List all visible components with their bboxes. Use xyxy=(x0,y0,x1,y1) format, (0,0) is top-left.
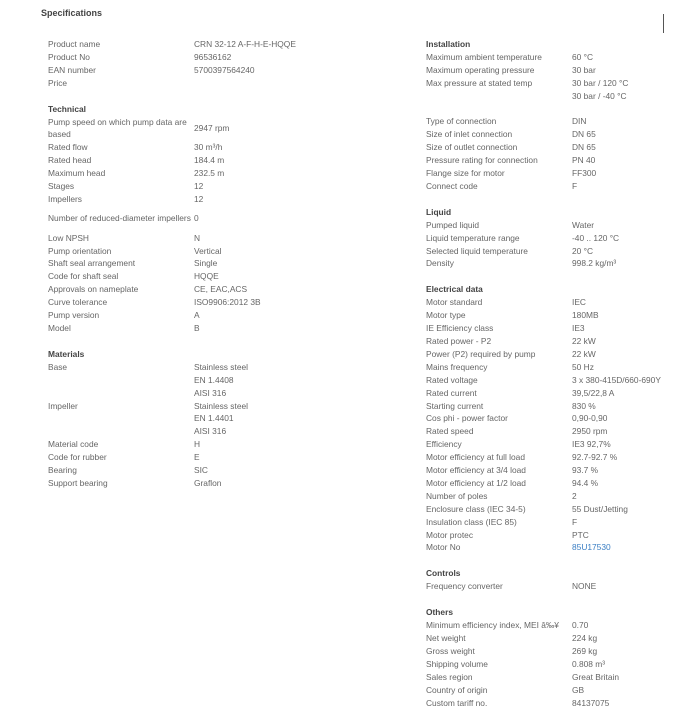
spec-section-technical xyxy=(48,103,348,335)
spec-label: Material code xyxy=(48,439,99,450)
spec-label: Pump orientation xyxy=(48,245,112,256)
spec-row-power-p2-required-by-pump xyxy=(426,348,696,361)
spec-value: SIC xyxy=(194,465,208,476)
spec-value-link[interactable]: 85U17530 xyxy=(572,542,611,553)
spec-label: Bearing xyxy=(48,465,77,476)
spec-label: Net weight xyxy=(426,632,466,643)
spec-label: Rated power - P2 xyxy=(426,335,492,346)
spec-row-code-for-shaft-seal xyxy=(48,270,348,283)
spec-label xyxy=(48,412,194,425)
spec-label: Number of reduced-diameter impellers xyxy=(48,213,191,224)
spec-value: 94.4 % xyxy=(572,477,599,488)
spec-value: 12 xyxy=(194,193,204,204)
spec-label: Power (P2) required by pump xyxy=(426,348,536,359)
spec-label: Curve tolerance xyxy=(48,297,108,308)
spec-label: Minimum efficiency index, MEI â‰¥ xyxy=(426,620,559,631)
spec-label: Sales region xyxy=(426,671,473,682)
spec-value: 92.7-92.7 % xyxy=(572,452,618,463)
spec-row-base xyxy=(48,361,348,374)
spec-value: DN 65 xyxy=(572,129,596,140)
spec-row-mains-frequency xyxy=(426,361,696,374)
spec-label: Enclosure class (IEC 34-5) xyxy=(426,503,526,514)
spec-value: 96536162 xyxy=(194,51,232,62)
section-title: Controls xyxy=(426,568,461,579)
spec-label: Frequency converter xyxy=(426,581,503,592)
spec-label: Efficiency xyxy=(426,439,462,450)
spec-label: Pump speed on which pump data are based xyxy=(48,116,187,140)
spec-section-controls xyxy=(426,567,696,593)
section-title: Others xyxy=(426,607,453,618)
spec-row-support-bearing xyxy=(48,477,348,490)
spec-value: 830 % xyxy=(572,400,596,411)
spec-section-installation xyxy=(426,38,696,193)
spec-row-type-of-connection xyxy=(426,115,696,128)
spec-row-connect-code xyxy=(426,180,696,193)
spec-row-maximum-head xyxy=(48,167,348,180)
spec-row-shipping-volume xyxy=(426,658,696,671)
spec-label: Max pressure at stated temp xyxy=(426,77,533,88)
row-spacer xyxy=(426,103,696,116)
spec-value: 50 Hz xyxy=(572,361,594,372)
left-spec-column xyxy=(48,38,348,503)
spec-label: Mains frequency xyxy=(426,361,488,372)
spec-label: Approvals on nameplate xyxy=(48,284,139,295)
spec-label: Type of connection xyxy=(426,116,497,127)
spec-row-frequency-converter xyxy=(426,580,696,593)
spec-value: 30 bar xyxy=(572,64,596,75)
spec-value: 2 xyxy=(572,490,577,501)
spec-row-impeller xyxy=(48,412,348,425)
spec-value: 30 m³/h xyxy=(194,142,223,153)
spec-label: Insulation class (IEC 85) xyxy=(426,516,517,527)
spec-value: FF300 xyxy=(572,168,597,179)
spec-value: CRN 32-12 A-F-H-E-HQQE xyxy=(194,39,296,49)
spec-row-ean-number xyxy=(48,64,348,77)
spec-row-base xyxy=(48,374,348,387)
spec-value: 224 kg xyxy=(572,632,598,643)
spec-value: F xyxy=(572,516,578,527)
spec-value: IEC xyxy=(572,297,586,308)
spec-value: H xyxy=(194,439,201,450)
page-title: Specifications xyxy=(41,8,103,18)
spec-value: 93.7 % xyxy=(572,465,599,476)
spec-value: 39,5/22,8 A xyxy=(572,387,615,398)
spec-value: DN 65 xyxy=(572,142,596,153)
spec-label: Custom tariff no. xyxy=(426,697,488,708)
spec-row-material-code xyxy=(48,438,348,451)
spec-value: 55 Dust/Jetting xyxy=(572,503,628,514)
spec-row-pump-version xyxy=(48,309,348,322)
spec-label: Connect code xyxy=(426,180,478,191)
spec-label: Maximum operating pressure xyxy=(426,64,535,75)
spec-row-starting-current xyxy=(426,400,696,413)
spec-row-density xyxy=(426,257,696,270)
spec-row-max-pressure-at-stated-temp xyxy=(426,90,696,103)
spec-label: Motor standard xyxy=(426,297,483,308)
spec-value: PN 40 xyxy=(572,155,596,166)
spec-value: 12 xyxy=(194,181,204,192)
section-title: Technical xyxy=(48,103,87,114)
spec-label: Selected liquid temperature xyxy=(426,245,528,256)
spec-row-country-of-origin xyxy=(426,684,696,697)
spec-row-base xyxy=(48,387,348,400)
spec-label xyxy=(48,425,194,438)
spec-value: 30 bar / 120 °C xyxy=(572,77,629,88)
spec-row-sales-region xyxy=(426,671,696,684)
spec-label: Density xyxy=(426,258,454,269)
spec-row-curve-tolerance xyxy=(48,296,348,309)
spec-value: Great Britain xyxy=(572,671,620,682)
spec-value: 0.808 m³ xyxy=(572,658,606,669)
section-title: Liquid xyxy=(426,206,452,217)
spec-label: Size of inlet connection xyxy=(426,129,513,140)
spec-label: Model xyxy=(48,322,71,333)
spec-row-product-no xyxy=(48,51,348,64)
spec-row-max-pressure-at-stated-temp xyxy=(426,77,696,90)
spec-value: PTC xyxy=(572,529,589,540)
spec-row-code-for-rubber xyxy=(48,451,348,464)
spec-value: 60 °C xyxy=(572,51,594,62)
spec-label: Base xyxy=(48,361,68,372)
spec-value: 3 x 380-415D/660-690Y xyxy=(572,374,661,385)
spec-value: 2947 rpm xyxy=(194,122,230,133)
spec-value: 22 kW xyxy=(572,335,596,346)
spec-value: F xyxy=(572,180,578,191)
spec-label: Price xyxy=(48,77,68,88)
spec-value: Single xyxy=(194,258,218,269)
spec-row-impeller xyxy=(48,400,348,413)
spec-label: IE Efficiency class xyxy=(426,323,494,334)
spec-row-rated-voltage xyxy=(426,374,696,387)
spec-label: Pressure rating for connection xyxy=(426,155,538,166)
spec-value: 5700397564240 xyxy=(194,64,255,75)
spec-label: Starting current xyxy=(426,400,484,411)
spec-row-approvals-on-nameplate xyxy=(48,283,348,296)
spec-label: Maximum ambient temperature xyxy=(426,51,542,62)
spec-value: Stainless steel xyxy=(194,400,248,411)
spec-row-minimum-efficiency-index-mei xyxy=(426,619,696,632)
spec-label: Maximum head xyxy=(48,168,106,179)
spec-section-others xyxy=(426,606,696,709)
spec-row-pump-speed-on-which-pump-data-are-based xyxy=(48,116,348,142)
spec-row-motor-type xyxy=(426,309,696,322)
spec-value: A xyxy=(194,310,200,321)
spec-label: Impellers xyxy=(48,193,82,204)
spec-value: AISI 316 xyxy=(194,426,227,437)
spec-value: Vertical xyxy=(194,245,222,256)
spec-row-cos-phi-power-factor xyxy=(426,412,696,425)
spec-row-low-npsh xyxy=(48,232,348,245)
spec-value: Water xyxy=(572,219,595,230)
spec-value: HQQE xyxy=(194,271,219,282)
spec-label: Number of poles xyxy=(426,490,488,501)
spec-row-flange-size-for-motor xyxy=(426,167,696,180)
spec-label: Rated head xyxy=(48,155,92,166)
spec-row-ie-efficiency-class xyxy=(426,322,696,335)
spec-row-stages xyxy=(48,180,348,193)
spec-row-insulation-class-iec-85 xyxy=(426,516,696,529)
spec-value: 269 kg xyxy=(572,645,598,656)
spec-row-enclosure-class-iec-34-5 xyxy=(426,503,696,516)
spec-row-efficiency xyxy=(426,438,696,451)
spec-label: Motor No xyxy=(426,542,461,553)
spec-label: Code for shaft seal xyxy=(48,271,119,282)
spec-row-product-name xyxy=(48,38,348,51)
spec-row-liquid-temperature-range xyxy=(426,232,696,245)
spec-label: Liquid temperature range xyxy=(426,232,520,243)
spec-value: EN 1.4401 xyxy=(194,413,234,424)
spec-label: Pump version xyxy=(48,310,100,321)
spec-value: -40 .. 120 °C xyxy=(572,232,620,243)
spec-value: DIN xyxy=(572,116,587,127)
spec-value: 0,90-0,90 xyxy=(572,413,608,424)
spec-value: 180MB xyxy=(572,310,599,321)
spec-value: IE3 92,7% xyxy=(572,439,611,450)
spec-label: Product name xyxy=(48,39,101,49)
spec-label xyxy=(48,374,194,387)
spec-row-size-of-outlet-connection xyxy=(426,141,696,154)
spec-label: Size of outlet connection xyxy=(426,142,518,153)
scrollbar-indicator[interactable] xyxy=(663,14,664,33)
spec-row-motor-standard xyxy=(426,296,696,309)
spec-row-rated-head xyxy=(48,154,348,167)
spec-label: Motor efficiency at 1/2 load xyxy=(426,477,526,488)
spec-value: 20 °C xyxy=(572,245,594,256)
spec-label: Motor efficiency at full load xyxy=(426,452,525,463)
spec-label: Rated speed xyxy=(426,426,474,437)
spec-label xyxy=(48,387,194,400)
spec-label: Flange size for motor xyxy=(426,168,505,179)
spec-row-model xyxy=(48,322,348,335)
spec-row-number-of-reduced-diameter-impellers xyxy=(48,206,348,232)
section-title: Electrical data xyxy=(426,284,483,295)
spec-row-motor-no xyxy=(426,541,696,554)
spec-label xyxy=(426,90,572,103)
spec-row-pump-orientation xyxy=(48,245,348,258)
spec-row-motor-efficiency-at-1-2-load xyxy=(426,477,696,490)
spec-label: Country of origin xyxy=(426,684,488,695)
spec-label: Code for rubber xyxy=(48,452,107,463)
spec-value: 232.5 m xyxy=(194,168,225,179)
spec-row-price xyxy=(48,77,348,90)
spec-row-shaft-seal-arrangement xyxy=(48,257,348,270)
spec-value: GB xyxy=(572,684,585,695)
spec-label: EAN number xyxy=(48,64,96,75)
spec-label: Impeller xyxy=(48,400,78,411)
spec-label: Stages xyxy=(48,181,75,192)
spec-row-motor-efficiency-at-3-4-load xyxy=(426,464,696,477)
spec-row-pumped-liquid xyxy=(426,219,696,232)
spec-value: 184.4 m xyxy=(194,155,225,166)
spec-label: Shipping volume xyxy=(426,658,488,669)
right-spec-column xyxy=(426,38,696,722)
spec-label: Motor type xyxy=(426,310,466,321)
spec-label: Motor efficiency at 3/4 load xyxy=(426,465,526,476)
spec-value: N xyxy=(194,232,201,243)
spec-row-bearing xyxy=(48,464,348,477)
spec-row-motor-efficiency-at-full-load xyxy=(426,451,696,464)
spec-section-general xyxy=(48,38,348,90)
spec-value: 0.70 xyxy=(572,620,589,631)
spec-label: Low NPSH xyxy=(48,232,89,243)
spec-row-net-weight xyxy=(426,632,696,645)
spec-value: 998.2 kg/m³ xyxy=(572,258,617,269)
spec-value: AISI 316 xyxy=(194,387,227,398)
spec-row-rated-speed xyxy=(426,425,696,438)
spec-label: Rated current xyxy=(426,387,477,398)
spec-value: 22 kW xyxy=(572,348,596,359)
spec-value xyxy=(194,77,348,90)
spec-row-gross-weight xyxy=(426,645,696,658)
spec-label: Shaft seal arrangement xyxy=(48,258,136,269)
spec-row-rated-current xyxy=(426,387,696,400)
spec-label: Gross weight xyxy=(426,645,475,656)
spec-value: 84137075 xyxy=(572,697,610,708)
spec-label: Rated flow xyxy=(48,142,88,153)
spec-label: Rated voltage xyxy=(426,374,478,385)
spec-label: Cos phi - power factor xyxy=(426,413,508,424)
spec-value: B xyxy=(194,322,200,333)
spec-label: Support bearing xyxy=(48,477,108,488)
spec-value: IE3 xyxy=(572,323,585,334)
spec-row-rated-power-p2 xyxy=(426,335,696,348)
spec-value: 30 bar / -40 °C xyxy=(572,90,627,101)
section-title: Installation xyxy=(426,39,471,49)
spec-row-motor-protec xyxy=(426,529,696,542)
spec-row-maximum-ambient-temperature xyxy=(426,51,696,64)
spec-row-selected-liquid-temperature xyxy=(426,245,696,258)
section-title: Materials xyxy=(48,348,85,359)
spec-value: 2950 rpm xyxy=(572,426,608,437)
spec-value: NONE xyxy=(572,581,597,592)
spec-value: Graflon xyxy=(194,477,222,488)
spec-value: EN 1.4408 xyxy=(194,374,234,385)
spec-section-materials xyxy=(48,348,348,490)
spec-row-custom-tariff-no xyxy=(426,697,696,710)
spec-label: Pumped liquid xyxy=(426,219,480,230)
spec-label: Motor protec xyxy=(426,529,474,540)
spec-row-size-of-inlet-connection xyxy=(426,128,696,141)
spec-value: ISO9906:2012 3B xyxy=(194,297,261,308)
spec-row-impellers xyxy=(48,193,348,206)
spec-section-liquid xyxy=(426,206,696,271)
spec-row-impeller xyxy=(48,425,348,438)
spec-value: Stainless steel xyxy=(194,361,248,372)
spec-value: 0 xyxy=(194,213,199,224)
spec-value: E xyxy=(194,452,200,463)
spec-label: Product No xyxy=(48,51,90,62)
spec-row-rated-flow xyxy=(48,141,348,154)
spec-section-electrical-data xyxy=(426,283,696,554)
spec-row-number-of-poles xyxy=(426,490,696,503)
spec-value: CE, EAC,ACS xyxy=(194,284,248,295)
spec-row-maximum-operating-pressure xyxy=(426,64,696,77)
spec-row-pressure-rating-for-connection xyxy=(426,154,696,167)
